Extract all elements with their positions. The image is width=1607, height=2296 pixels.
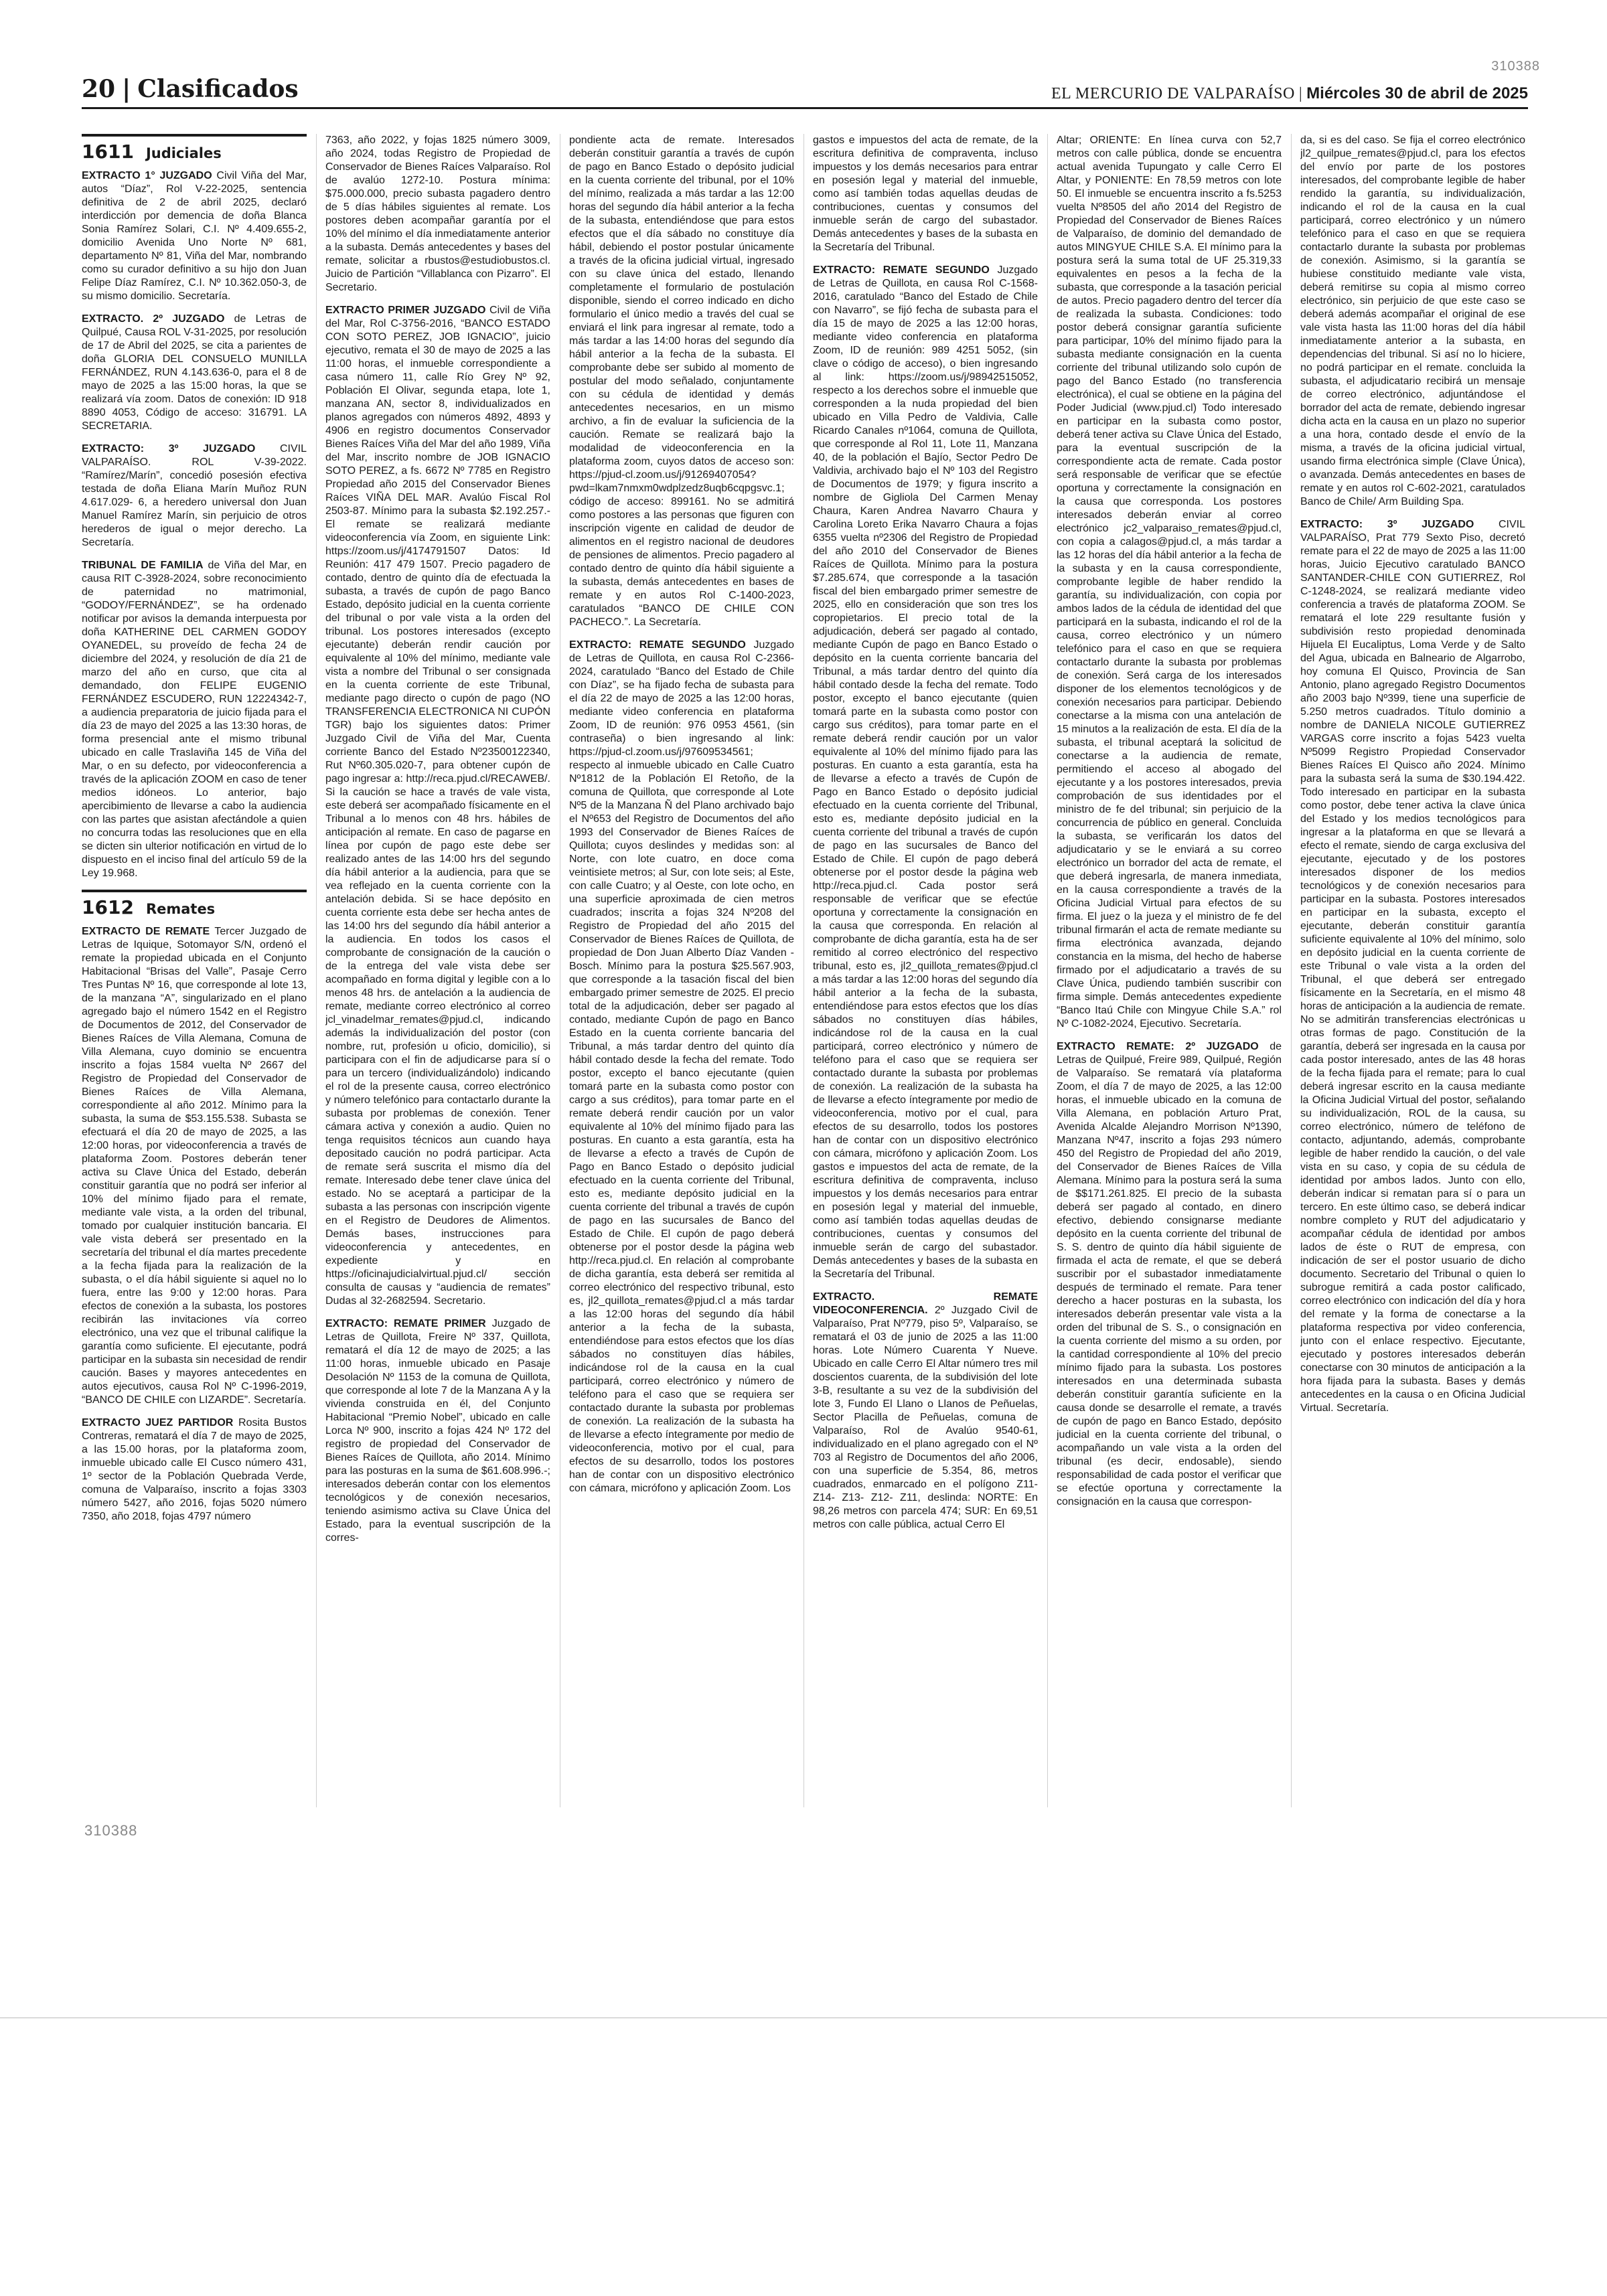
legal-notice bbox=[82, 1416, 307, 1524]
column-1 bbox=[82, 134, 307, 1807]
notice-heading: EXTRACTO: REMATE SEGUNDO bbox=[569, 639, 746, 651]
category-header bbox=[82, 890, 307, 918]
newspaper-name: EL MERCURIO DE VALPARAÍSO bbox=[1051, 85, 1295, 102]
notice-body: pondiente acta de remate. Interesados deberán constituir garantía a través de cupón de pago en Banco Estado o depósito judicial en la cuenta corriente del tribunal, por el 10% del mínimo, realizada a más tardar a las 12:00 horas del segundo día hábil anterior a la fecha de la subasta, entendiéndose que para estos efectos que el día sábado no constituye día hábil, debiendo el postor postular únicamente a través de la oficina judicial virtual, ingresado con su clave única del estado, llenando completamente el formulario de postulación disponible, siendo el correo indicado en dicho formulario el único medio a través del cual se enviará el link para ingresar al remate, todo a más tardar a las 14:00 horas del segundo día hábil anterior a la fecha de la subasta. El comprobante debe ser subido al momento de postular del modo señalado, conjuntamente con su cédula de identidad y demás antecedentes necesarios, en un mismo archivo, a fin de evaluar la suficiencia de la caución. Remate se realizará bajo la modalidad de videoconferencia en la plataforma zoom, cuyos datos de acceso son: https://pjud-cl.zoom.us/j/91269407054?pwd=lkam7nmxm0wdplzedz8uqb6cqpgsvc.1; código de acceso: 899161. No se admitirá como postores a las personas que figuren con inscripción vigente en calidad de deudor de alimentos en el registro nacional de deudores de pensiones de alimentos. Precio pagadero al contado dentro de quinto día hábil siguiente a la subasta, demás antecedentes en bases de remate y en autos Rol C-1400-2023, caratulados “BANCO DE CHILE CON PACHECO.”. La Secretaría. bbox=[569, 135, 794, 628]
column-6 bbox=[1300, 134, 1525, 1807]
legal-notice bbox=[1300, 134, 1525, 509]
notice-body: Civil de Viña del Mar, Rol C-3756-2016, “BANCO ESTADO CON SOTO PEREZ, JOB IGNACIO”, juicio ejecutivo, remata el 30 de mayo de 2025 a las 11:00 horas, el inmueble correspondiente a casa número 11, calle Río Grey Nº 92, Población El Olivar, segunda etapa, lote 1, manzana AN, sector 8, individualizados en planos agregados con números 4892, 4893 y 4906 en registro documentos Conservador Bienes Raíces Viña del Mar del año 1989, Viña del Mar, inscrito nombre de JOB IGNACIO SOTO PEREZ, a fs. 6672 Nº 7785 en Registro Propiedad año 2015 del Conservador Bienes Raíces VIÑA DEL MAR. Avalúo Fiscal Rol 2503-87. Mínimo para la subasta $2.192.257.- El remate se realizará mediante videoconferencia vía Zoom, en siguiente Link: https://zoom.us/j/4174791507 Datos: Id Reunión: 417 479 1507. Precio pagadero de contado, dentro de quinto día de efectuada la subasta, a través de cupón de pago Banco Estado, depósito judicial en la cuenta corriente del tribunal o por vale vista a la orden del tribunal. Los postores interesados (excepto ejecutante) deberán rendir caución por equivalente al 10% del mínimo, mediante vale vista a nombre del Tribunal o ser consignada en la cuenta corriente de este Tribunal, mediante pago directo o cupón de pago (NO TRANSFERENCIA ELECTRONICA NI CUPÓN TGR) bajo los siguientes datos: Primer Juzgado Civil de Viña del Mar, Cuenta corriente Banco del Estado Nº23500122340, Rut Nº60.305.020-7, para obtener cupón de pago ingresar a: http://reca.pjud.cl/RECAWEB/. Si la caución se hace a través de vale vista, este deberá ser acompañado físicamente en el Tribunal a lo menos con 48 hrs. hábiles de anticipación al remate. En caso de pagarse en línea por cupón de pago este debe ser realizado antes de las 14:00 hrs del segundo día hábil anterior a la audiencia, para que se vea reflejado en la cuenta corriente con la antelación debida. Si se hace depósito en cuenta corriente esta debe ser hecha antes de las 14:00 hrs del segundo día hábil anterior a la audiencia. En todos los casos el comprobante de consignación de la caución o de la entrega del vale vista debe ser acompañado en forma digital y legible con a lo menos 48 hrs. de antelación a la audiencia de remate, mediante correo electrónico al correo jcl_vinadelmar_remates@pjud.cl, indicando además la individualización del postor (con nombre, rut, profesión u oficio, domicilio), si participara con el fin de adjudicarse para sí o para un tercero (individualizándolo) indicando el rol de la presente causa, correo electrónico y número telefónico para contactarlo durante la subasta por problemas de conexión. Tener cámara activa y conexión a audio. Quien no tenga requisitos técnicos aun cuando haya depositado caución no podrá participar. Acta de remate será suscrita el mismo día del remate. Interesado debe tener clave única del estado. No se aceptará a participar de la subasta a las personas con inscripción vigente en el Registro de Deudores de Alimentos. Demás bases, instrucciones para videoconferencia y antecedentes, en expediente y en https://oficinajudicialvirtual.pjud.cl/ sección consulta de causas y “audiencia de remates” Dudas al 32-2682594. Secretario. bbox=[325, 305, 550, 1307]
masthead-separator: | bbox=[122, 75, 131, 103]
notice-body: Rosita Bustos Contreras, rematará el día 7 de mayo de 2025, a las 15.00 horas, por la plataforma zoom, inmueble ubicado calle El Cusco número 431, 1º sector de la Población Quebrada Verde, comuna de Valparaíso, inscrito a fojas 3303 número 5427, año 2016, fojas 5020 número 7350, año 2018, fojas 4797 número bbox=[82, 1417, 307, 1522]
notice-heading: EXTRACTO: REMATE PRIMER bbox=[325, 1318, 486, 1329]
legal-notice bbox=[813, 264, 1038, 1281]
legal-notice bbox=[82, 559, 307, 880]
legal-notice bbox=[325, 1317, 550, 1545]
masthead bbox=[82, 66, 1528, 103]
column-divider bbox=[1047, 134, 1048, 1807]
column-2 bbox=[325, 134, 550, 1807]
legal-notice bbox=[1300, 518, 1525, 1415]
classifieds-columns bbox=[82, 134, 1528, 1807]
notice-heading: EXTRACTO: 3º JUZGADO bbox=[1300, 519, 1474, 530]
category-number: 1612 bbox=[82, 896, 134, 918]
category-name: Judiciales bbox=[145, 145, 222, 161]
notice-body: Civil Viña del Mar, autos “Díaz”, Rol V-22-2025, sentencia definitiva de 2 de abril 2025, declaró interdicción por demencia de doña Blanca Sonia Ramírez Solari, C.I. Nº 4.409.655-2, domicilio Avenida Uno Norte Nº 681, departamento Nº 81, Viña del Mar, nombrando como su curador definitivo a su hijo don Juan Felipe Díaz Ramírez, C.I. Nº 10.362.050-3, de su mismo domicilio. Secretaría. bbox=[82, 170, 307, 302]
column-divider bbox=[1291, 134, 1292, 1807]
notice-body: CIVIL VALPARAÍSO. ROL V-39-2022. “Ramírez/Marín”, concedió posesión efectiva testada de doña Eliana Marín Muñoz RUN 4.617.029- 6, a heredero universal don Juan Manuel Ramírez Marín, sin perjuicio de otros herederos de igual o mejor derecho. La Secretaría. bbox=[82, 443, 307, 548]
section-title: Clasificados bbox=[137, 75, 299, 103]
notice-body: 2º Juzgado Civil de Valparaíso, Prat Nº779, piso 5º, Valparaíso, se rematará el 03 de junio de 2025 a las 11:00 horas. Lote Número Cuarenta Y Nueve. Ubicado en calle Cerro El Altar número tres mil doscientos cuarenta, de la subdivisión del lote 3-B, resultante a su vez de la subdivisión del lote 3, Fundo El Llano o Llanos de Peñuelas, Sector Placilla de Peñuelas, comuna de Valparaíso, Rol de Avalúo 9540-61, individualizado en el plano agregado con el Nº 703 al Registro de Documentos del año 2006, con una superficie de 5.354, 86, metros cuadrados, enmarcado en el polígono Z11- Z14- Z13- Z12- Z11, deslinda: NORTE: En 98,26 metros con parcela 474; SUR: En 69,51 metros con calle pública, actual Cerro El bbox=[813, 1305, 1038, 1530]
legal-notice bbox=[82, 313, 307, 433]
column-5 bbox=[1057, 134, 1282, 1807]
notice-body: de Letras de Quilpué, Causa ROL V-31-2025, por resolución de 17 de Abril del 2025, se cita a parientes de doña GLORIA DEL CONSUELO MUNILLA FERNÁNDEZ, RUN 4.143.636-0, para el 8 de mayo de 2025 a las 15:00 horas, la que se realizará vía zoom. Datos de conexión: ID 918 8890 4053, Código de acceso: 316791. LA SECRETARIA. bbox=[82, 313, 307, 432]
legal-notice bbox=[569, 639, 794, 1495]
page-code-bottom: 310388 bbox=[84, 1822, 138, 1839]
notice-body: Altar; ORIENTE: En línea curva con 52,7 metros con calle pública, donde se encuentra actual avenida Tupungato y calle Cerro El Altar, y PONIENTE: En 78,59 metros con lote 50. El inmueble se encuentra inscrito a fs.5253 vuelta Nº8505 del año 2014 del Registro de Propiedad del Conservador de Bienes Raíces de Valparaíso, de dominio del demandado de autos MINGYUE CHILE S.A. El mínimo para la postura será la suma total de UF 25.319,33 equivalentes en pesos a la fecha de la subasta, que corresponde a la tasación pericial de autos. Precio pagadero dentro del tercer día de realizada la subasta. Condiciones: todo postor deberá consignar garantía suficiente para participar, 10% del mínimo fijado para la subasta mediante consignación en la cuenta corriente del tribunal utilizando solo cupón de pago del Banco Estado (no transferencia electrónica), el cual se obtiene en la página del Poder Judicial (www.pjud.cl) Todo interesado en participar en la subasta como postor, deberá tener activa su Clave Única del Estado, para la eventual suscripción de la correspondiente acta de remate. Cada postor será responsable de verificar que se efectúe oportuna y correctamente la consignación en la causa que corresponda. Los postores interesados deberán enviar al correo electrónico jc2_valparaiso_remates@pjud.cl, con copia a calagos@pjud.cl, a más tardar a las 12 horas del día hábil anterior a la fecha de la subasta y en la causa correspondiente, comprobante legible de haber rendido la garantía, su individualización, con copia por ambos lados de la cédula de identidad del que participará en la subasta, indicando el rol de la causa, correo electrónico y un número telefónico para el caso en que se requiera contactarlo durante la subasta por problemas de conexión. Será carga de los interesados disponer de los elementos tecnológicos y de conexión necesarios para participar. Debiendo conectarse a la misma con una antelación de 15 minutos a la realización de esta. El día de la subasta, el tribunal aceptará la solicitud de conectarse a la audiencia de remate, permitiendo el acceso al abogado del ejecutante y a los postores interesados, previa comprobación de sus identidades por el ministro de fe del tribunal; sin perjuicio de la concurrencia de público en general. Concluida la subasta, se verificarán los datos del adjudicatario y se le enviará a su correo electrónico un borrador del acta de remate, el que deberá ingresarla, de manera inmediata, en la causa correspondiente a través de la Oficina Judicial Virtual para efectos de su firma. El juez o la jueza y el ministro de fe del tribunal firmarán el acta de remate mediante su firma electrónica avanzada, dejando constancia en la misma, del hecho de haberse firmado por el adjudicatario a través de su Clave Única, pudiendo también suscribir con firma simple. Demás antecedentes expediente “Banco Itaú Chile con Mingyue Chile S.A.” rol Nº C-1082-2024, Ejecutivo. Secretaría. bbox=[1057, 135, 1282, 1030]
legal-notice bbox=[82, 442, 307, 550]
masthead-right bbox=[1051, 84, 1528, 103]
notice-body: de Viña del Mar, en causa RIT C-3928-2024, sobre reconocimiento de paternidad no matrimonial, “GODOY/FERNÁNDEZ”, se ha ordenado notificar por avisos la demanda interpuesta por doña KATHERINE DEL CARMEN GODOY OYANEDEL, su proveído de fecha 24 de diciembre del 2024, y resolución de día 21 de marzo del año en curso, que cita al demandado, don FELIPE EUGENIO FERNÁNDEZ ESCUDERO, RUN 12224342-7, a audiencia preparatoria de juicio fijada para el día 23 de mayo del 2025 a las 13:30 horas, de forma presencial ante el mismo tribunal ubicado en calle Traslaviña 145 de Viña del Mar, o en su defecto, por videoconferencia a través de la aplicación ZOOM en caso de tener medios idóneos. Lo anterior, bajo apercibimiento de llevarse a cabo la audiencia con las partes que asistan afectándole a quien no concurra todas las resoluciones que en ella se dicten sin ulterior notificación en virtud de lo dispuesto en el inciso final del artículo 59 de la Ley 19.968. bbox=[82, 560, 307, 879]
column-divider bbox=[316, 134, 317, 1807]
notice-heading: EXTRACTO: REMATE SEGUNDO bbox=[813, 264, 990, 276]
legal-notice bbox=[82, 169, 307, 303]
category-header bbox=[82, 134, 307, 163]
notice-body: Juzgado de Letras de Quillota, en causa Rol C-1568-2016, caratulado “Banco del Estado de Chile con Navarro”, se fijó fecha de subasta para el día 15 de mayo de 2025 a las 12:00 horas, mediante video conferencia en plataforma Zoom, ID de reunión: 989 4251 5052, (sin clave o código de acceso), o bien ingresando al link: https://zoom.us/j/98942515052, respecto a los derechos sobre el inmueble que corresponden a la nuda propiedad del bien ubicado en Villa Pedro de Valdivia, Calle Ricardo Canales nº1064, comuna de Quillota, que corresponde al Rol 11, Lote 11, Manzana 40, de la población el Bajío, Sector Pedro De Valdivia, archivado bajo el Nº 103 del Registro de Documentos de 1979; y figura inscrito a nombre de Gigliola Del Carmen Menay Chaura, Karen Andrea Navarro Chaura y Carolina Loreto Erika Navarro Chaura a fojas 6355 vuelta nº2306 del Registro de Propiedad del año 2010 del Conservador de Bienes Raíces de Quillota. Mínimo para la postura $7.285.674, que corresponde a la tasación fiscal del bien embargado primer semestre de 2025, ello en consideración que son tres los copropietarios. El precio total de la adjudicación, deberá ser pagado al contado, mediante Cupón de pago en Banco Estado o depósito en la cuenta corriente bancaria del Tribunal, a más tardar dentro del quinto día hábil contado desde la fecha del remate. Todo postor, excepto el banco ejecutante (quien tomará parte en la subasta como postor con cargo sus créditos), para tomar parte en el remate deberá rendir caución por un valor equivalente al 10% del mínimo fijado para las posturas. En cuanto a esta garantía, esta ha de llevarse a efecto a través de Cupón de Pago en Banco Estado o depósito judicial efectuado en la cuenta corriente del Tribunal, esto es, mediante depósito judicial en la cuenta corriente del tribunal a través de cupón de pago en las sucursales de Banco del Estado de Chile. El cupón de pago deberá obtenerse por el postor desde la página web http://reca.pjud.cl. Cada postor será responsable de verificar que se efectúe oportuna y correctamente la consignación en la causa que corresponda. En relación al comprobante de dicha garantía, esta ha de ser remitido al correo electrónico del respectivo tribunal, esto es, jl2_quillota_remates@pjud.cl a más tardar a las 12:00 horas del segundo día hábil anterior a la fecha de la subasta, entendiéndose para estos efectos que los días sábados no constituyen días hábiles, indicándose rol de la causa en la cual participará, correo electrónico y número de teléfono para el caso que se requiera ser contactado durante la subasta por problemas de conexión. La realización de la subasta ha de llevarse a efecto íntegramente por medio de videoconferencia, motivo por el cual, para efectos de su desarrollo, todos los postores han de contar con un dispositivo electrónico con cámara, micrófono y aplicación Zoom. Los gastos e impuestos del acta de remate, de la escritura definitiva de compraventa, incluso impuestos y los demás necesarios para entrar en posesión legal y material del inmueble, como así también todas aquellas deudas de contribuciones, cuentas y consumos del inmueble serán de cargo del subastador. Demás antecedentes y bases de la subasta en la Secretaría del Tribunal. bbox=[813, 264, 1038, 1280]
issue-date: Miércoles 30 de abril de 2025 bbox=[1306, 84, 1528, 102]
notice-body: gastos e impuestos del acta de remate, de la escritura definitiva de compraventa, incluso impuestos y los demás necesarios para entrar en posesión legal y material del inmueble, como así también todas aquellas deudas de contribuciones, cuentas y consumos del inmueble serán de cargo del subastador. Demás antecedentes y bases de la subasta en la Secretaría del Tribunal. bbox=[813, 135, 1038, 253]
notice-heading: EXTRACTO. REMATE VIDEOCONFERENCIA. bbox=[813, 1291, 1038, 1316]
notice-heading: EXTRACTO. 2º JUZGADO bbox=[82, 313, 225, 325]
notice-body: da, si es del caso. Se fija el correo electrónico jl2_quilpue_remates@pjud.cl, para los efectos del envío por parte de los postores interesados, del comprobante legible de haber rendido la garantía, su individualización, indicando el rol de la causa en la cual participará, correo electrónico y un número telefónico para el caso en que se requiera contactarlo durante la subasta por problemas de conexión. Asimismo, si la garantía se hubiese constituido mediante vale vista, deberá remitirse su copia al mismo correo electrónico, sin perjuicio de que este caso se deberá además acompañar el original de ese vale vista hasta las 11:00 horas del día hábil inmediatamente anterior a la subasta, en dependencias del tribunal. Si así no lo hiciere, no podrá participar en el remate. concluida la subasta, el adjudicatario recibirá un mensaje de correo electrónico, adjuntándose el borrador del acta de remate, debiendo ingresar dicha acta en la causa en un plazo no superior a una hora, contado desde el envío de la misma, a través de la oficina judicial virtual, usando firma electrónica simple (Clave Única), o avanzada. Demás antecedentes en bases de remate y en autos rol C-602-2021, caratulados Banco de Chile/ Arm Building Spa. bbox=[1300, 135, 1525, 507]
notice-heading: EXTRACTO JUEZ PARTIDOR bbox=[82, 1417, 234, 1428]
notice-heading: EXTRACTO 1° JUZGADO bbox=[82, 170, 212, 181]
legal-notice bbox=[325, 304, 550, 1308]
column-3 bbox=[569, 134, 794, 1807]
date-separator: | bbox=[1298, 85, 1303, 102]
legal-notice bbox=[569, 134, 794, 629]
category-name: Remates bbox=[145, 901, 216, 917]
notice-body: Juzgado de Letras de Quillota, en causa Rol C-2366-2024, caratulado “Banco del Estado de Chile con Díaz”, se ha fijado fecha de subasta para el día 22 de mayo de 2025 a las 12:00 horas, mediante video conferencia en plataforma Zoom, ID de reunión: 976 0953 4561, (sin contraseña) o bien ingresando al link: https://pjud-cl.zoom.us/j/97609534561; respecto al inmueble ubicado en Calle Cuatro Nº1812 de la Población El Retoño, de la comuna de Quillota, que corresponde al Lote Nº5 de la Manzana Ñ del Plano archivado bajo el Nº653 del Registro de Documentos del año 1993 del Conservador de Bienes Raíces de Quillota; cuyos deslindes y medidas son: al Norte, con lote cuatro, en doce coma veintisiete metros; al Sur, con lote seis; al Este, con calle Cuatro; y al Oeste, con lote ocho, en una superficie aproximada de cien metros cuadrados; inscrita a fojas 324 Nº208 del Registro de Propiedad del año 2015 del Conservador de Bienes Raíces de Quillota, de propiedad de Don Juan Alberto Díaz Vanden - Bosch. Mínimo para la postura $25.567.903, que corresponde a la tasación fiscal del bien embargado primer semestre de 2025. El precio total de la adjudicación, deber ser pagado al contado, mediante Cupón de pago en Banco Estado en la cuenta corriente bancaria del Tribunal, a más tardar dentro del quinto día hábil contado desde la fecha del remate. Todo postor, excepto el banco ejecutante (quien tomará parte en la subasta como postor con cargo a sus créditos), para tomar parte en el remate deberá rendir caución por un valor equivalente al 10% del mínimo fijado para las posturas. En cuanto a esta garantía, esta ha de llevarse a efecto a través de Cupón de Pago en Banco Estado o depósito judicial efectuado en la cuenta corriente del Tribunal, esto es, mediante depósito judicial en la cuenta corriente del tribunal a través de cupón de pago en las sucursales de Banco del Estado de Chile. El cupón de pago deberá obtenerse por el postor desde la página web http://reca.pjud.cl. En relación al comprobante de dicha garantía, esta deberá ser remitida al correo electrónico del respectivo tribunal, esto es, jl2_quillota_remates@pjud.cl a más tardar a las 12:00 horas del segundo día hábil anterior a la fecha de la subasta, entendiéndose para estos efectos que los días sábados no constituyen días hábiles, indicándose rol de la causa en la cual participará, correo electrónico y número de teléfono para el caso que se requiera ser contactado durante la subasta por problemas de conexión. La realización de la subasta ha de llevarse a efecto íntegramente por medio de videoconferencia, motivo por el cual, para efectos de su desarrollo, todos los postores han de contar con un dispositivo electrónico con cámara, micrófono y aplicación Zoom. Los bbox=[569, 639, 794, 1494]
notice-heading: EXTRACTO DE REMATE bbox=[82, 926, 210, 937]
masthead-left bbox=[82, 75, 299, 103]
page-code-top: 310388 bbox=[1491, 59, 1540, 74]
legal-notice bbox=[1057, 134, 1282, 1031]
legal-notice bbox=[1057, 1040, 1282, 1509]
category-number: 1611 bbox=[82, 141, 134, 163]
notice-body: Juzgado de Letras de Quillota, Freire Nº 337, Quillota, rematará el día 12 de mayo de 2025; a las 11:00 horas, inmueble ubicado en Pasaje Desolación Nº 1153 de la comuna de Quillota, que corresponde al lote 7 de la Manzana A y la vivienda construida en él, del Conjunto Habitacional “Premio Nobel”, ubicado en calle Lorca Nº 900, inscrito a fojas 424 Nº 172 del registro de propiedad del Conservador de Bienes Raíces de Quillota, año 2014. Mínimo para las posturas en la suma de $61.608.996.-; interesados deberán contar con los elementos tecnológicos y de conexión necesarios, teniendo asimismo activa su Clave Única del Estado, para la eventual suscripción de la corres- bbox=[325, 1318, 550, 1544]
notice-heading: TRIBUNAL DE FAMILIA bbox=[82, 560, 204, 571]
notice-heading: EXTRACTO PRIMER JUZGADO bbox=[325, 305, 486, 316]
masthead-rule bbox=[82, 107, 1528, 109]
page-number: 20 bbox=[82, 75, 116, 103]
notice-body: CIVIL VALPARAÍSO, Prat 779 Sexto Piso, decretó remate para el 22 de mayo de 2025 a las 11:00 horas, Juicio Ejecutivo caratulado BANCO SANTANDER-CHILE CON GUTIERREZ, Rol C-1248-2024, se realizará mediante video conferencia a través de plataforma ZOOM. Se rematará el lote 229 resultante fusión y subdivisión resto propiedad denominada Hijuela El Eucaliptus, Loma Verde y de Salto del Agua, ubicada en Balneario de Algarrobo, hoy comuna El Quisco, Provincia de San Antonio, plano agregado Registro Documentos año 2003 bajo Nº399, tiene una superficie de 5.250 metros cuadrados. Título dominio a nombre de DANIELA NICOLE GUTIERREZ VARGAS corre inscrito a fojas 5423 vuelta Nº5099 Registro Propiedad Conservador Bienes Raíces El Quisco año 2024. Mínimo para la subasta será la suma de $30.194.422. Todo interesado en participar en la subasta como postor, debe tener activa la clave única del Estado y los medios tecnológicos para ingresar a la plataforma en que se llevará a efecto el remate, siendo de carga exclusiva del ejecutante, ejecutado y de los postores interesados disponer de los medios tecnológicos y de conexión necesarios para participar en la subasta. Postores interesados en participar en la subasta, excepto el ejecutante, deberán constituir garantía suficiente equivalente al 10% del mínimo, solo en depósito judicial en la cuenta corriente de este Tribunal o vale vista a la orden del Tribunal, el que deberá ser entregado físicamente en la Secretaría, en el mismo 48 horas de anticipación a la audiencia de remate. No se admitirán transferencias electrónicas u otras formas de pago. Constitución de la garantía, deberá ser ingresada en la causa por cada postor interesado, antes de las 48 horas de la fecha fijada para el remate; para lo cual deberá ingresar escrito en la causa mediante la Oficina Judicial Virtual del postor, señalando su individualización, ROL de la causa, su correo electrónico, número de teléfono de contacto, adjuntando, además, comprobante legible de haber rendido la caución, o del vale vista en su caso, y copia de su cédula de identidad por ambos lados. Junto con ello, deberán indicar si rematan para sí o para un tercero. En este último caso, se deberá indicar nombre completo y RUT del adjudicatario y acompañar cédula de identidad por ambos lados de éste o RUT de empresa, con indicación de ser el postor usuario de dicho documento. Secretario del Tribunal o quien lo subrogue remitirá a cada postor calificado, correo electrónico con indicación del día y hora del remate y la forma de conectarse a la plataforma respectiva por video conferencia, junto con el enlace respectivo. Ejecutante, ejecutado y postores interesados deberán conectarse con 30 minutos de anticipación a la hora fijada para la subasta. Bases y demás antecedentes en la causa o en Oficina Judicial Virtual. Secretaría. bbox=[1300, 519, 1525, 1414]
column-4 bbox=[813, 134, 1038, 1807]
legal-notice bbox=[325, 134, 550, 295]
notice-heading: EXTRACTO: 3º JUZGADO bbox=[82, 443, 256, 455]
notice-body: 7363, año 2022, y fojas 1825 número 3009, año 2024, todas Registro de Propiedad de Conservador de Bienes Raíces Valparaíso. Rol de avalúo 1272-10. Postura mínima: $75.000.000, precio subasta pagadero dentro de 5 días hábiles siguientes al remate. Los postores deben acompañar garantía por el 10% del mínimo el día inmediatamente anterior a la subasta. Demás antecedentes y bases del remate, solicitar a rbustos@estudiobustos.cl. Juicio de Partición “Villablanca con Pizarro”. El Secretario. bbox=[325, 135, 550, 293]
notice-heading: EXTRACTO REMATE: 2º JUZGADO bbox=[1057, 1041, 1259, 1052]
notice-body: Tercer Juzgado de Letras de Iquique, Sotomayor S/N, ordenó el remate la propiedad ubicada en el Conjunto Habitacional “Brisas del Valle”, Pasaje Cerro Tres Puntas Nº 16, que corresponde al lote 13, de la manzana “A”, singularizado en el plano agregado bajo el número 1542 en el Registro de Documentos de 2012, del Conservador de Bienes Raíces de Villa Alemana, Comuna de Villa Alemana, cuyo dominio se encuentra inscrito a fojas 1584 vuelta Nº 2667 del Registro de Propiedad del Conservador de Bienes Raíces de Villa Alemana, correspondiente al año 2012. Mínimo para la subasta, la suma de $53.155.538. Subasta se efectuará el día 20 de mayo de 2025, a las 12:00 horas, por videoconferencia a través de plataforma Zoom. Postores deberán tener activa su Clave Única del Estado, deberán constituir garantía que no podrá ser inferior al 10% del mínimo fijado para el remate, mediante vale vista, a la orden del tribunal, tomado por cualquier institución bancaria. El vale vista deberá ser presentado en la secretaría del tribunal el día martes precedente a la fecha fijada para la realización de la subasta, o el día hábil siguiente si aquel no lo fuera, entre las 9:00 y 12:00 horas. Para efectos de conexión a la subasta, los postores recibirán las invitaciones vía correo electrónico, una vez que el tribunal califique la garantía como suficiente. El ejecutante, podrá participar en la subasta sin necesidad de rendir caución. Bases y mayores antecedentes en autos ejecutivos, causa Rol Nº C-1996-2019, “BANCO DE CHILE con LIZARDE”. Secretaría. bbox=[82, 926, 307, 1406]
legal-notice bbox=[82, 925, 307, 1407]
legal-notice bbox=[813, 1291, 1038, 1532]
notice-body: de Letras de Quilpué, Freire 989, Quilpué, Región de Valparaíso. Se rematará vía plataforma Zoom, el día 7 de mayo de 2025, a las 12:00 horas, el inmueble ubicado en la comuna de Villa Alemana, en población Arturo Prat, Avenida Alcalde Alejandro Morrison Nº1390, Manzana Nº47, inscrito a fojas 293 número 450 del Registro de Propiedad del año 2019, del Conservador de Bienes Raíces de Villa Alemana. Mínimo para la postura será la suma de $$171.261.825. El precio de la subasta deberá ser pagado al contado, en dinero efectivo, debiendo consignarse mediante depósito en la cuenta corriente del tribunal de S. S. dentro de quinto día hábil siguiente de firmada el acta de remate, el que se deberá suscribir por el subastador inmediatamente después de terminado el remate. Para tener derecho a hacer posturas en la subasta, los interesados deberán presentar vale vista a la orden del tribunal de S. S., o consignación en la cuenta corriente del mismo a su orden, por la cantidad correspondiente al 10% del precio mínimo fijado para la subasta. Los postores interesados en una determinada subasta deberán constituir garantía suficiente en la causa donde se desarrolle el remate, a través de cupón de pago en Banco Estado, depósito judicial en la cuenta corriente del tribunal, o acompañando un vale vista a la orden del tribunal (es decir, endosable), siendo responsabilidad de cada postor el verificar que se efectúe oportuna y correctamente la consignación en la causa que correspon- bbox=[1057, 1041, 1282, 1507]
legal-notice bbox=[813, 134, 1038, 254]
